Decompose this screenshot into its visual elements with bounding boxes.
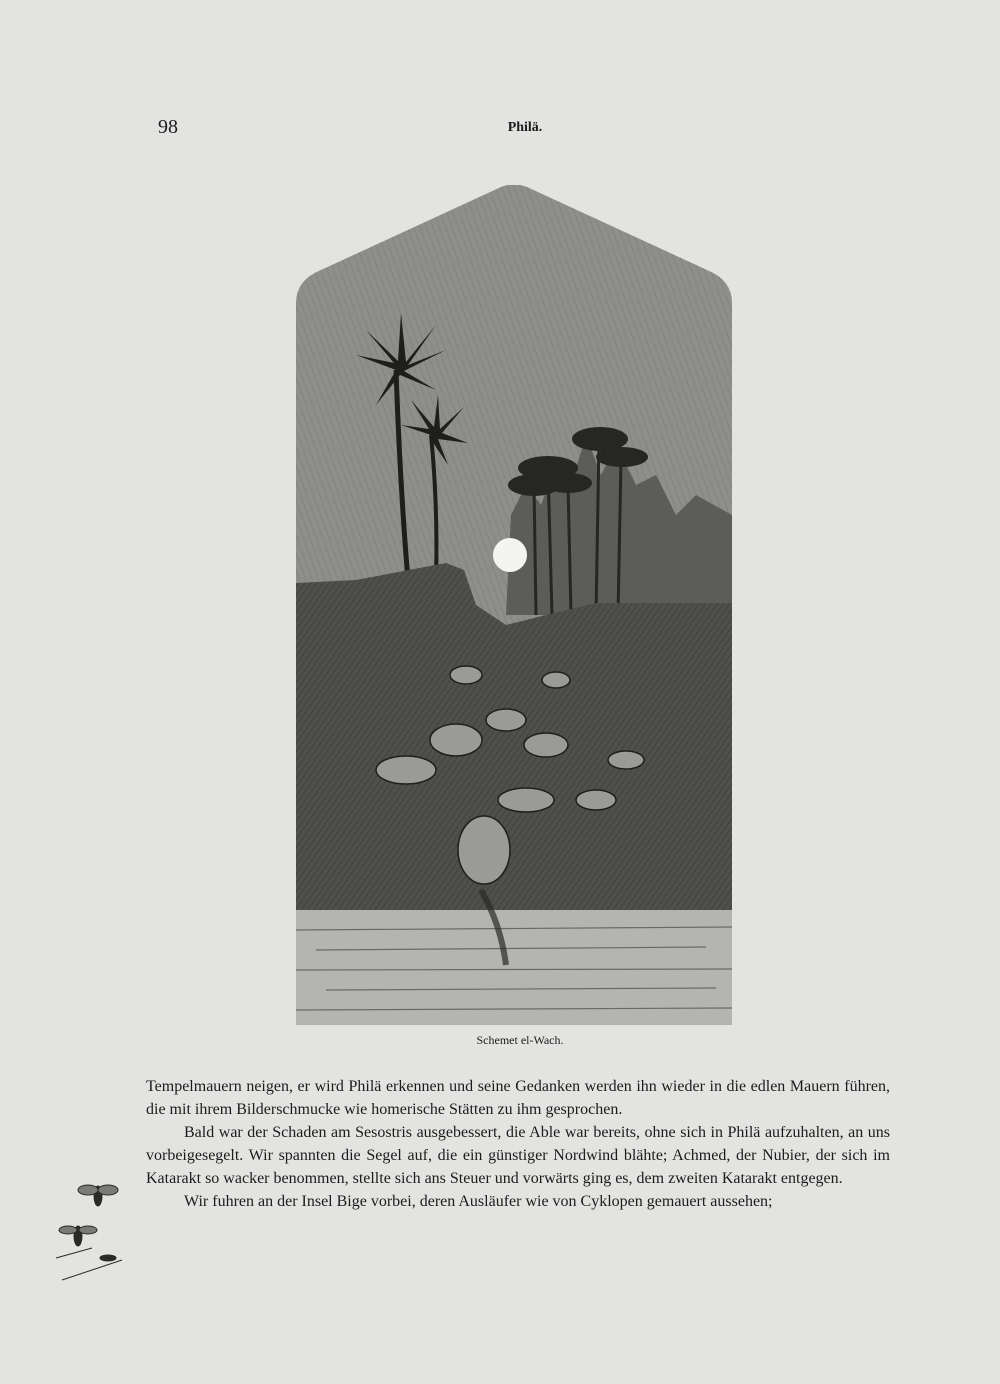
page-number: 98 [158,116,178,138]
illustration-caption: Schemet el-Wach. [476,1033,564,1047]
night-landscape-engraving [296,185,732,1025]
paragraph: Tempelmauern neigen, er wird Philä erkennen und seine Gedanken werden ihn wieder in die edlen Mauern führen, die mit ihrem Bilderschmucke wie homerische Stätten zu ihm gesprochen. [146,1078,890,1118]
moon [493,538,527,572]
running-title: Philä. [507,120,543,135]
insect-vignette [52,1170,132,1290]
paragraph: Bald war der Schaden am Sesostris ausgebessert, die Able war bereits, ohne sich in Philä aufzuhalten, an uns vorbeigesegelt. Wir spannten die Segel auf, die ein günstiger Nordwind blähte; Achmed, der Nubier, der sich im Katarakt so wacker benommen, stellte sich ans Steuer und vorwärts ging es, dem zweiten Katarakt entgegen. [146,1124,890,1187]
engraving-illustration [296,185,732,1025]
paragraph: Wir fuhren an der Insel Bige vorbei, deren Ausläufer wie von Cyklopen gemauert aussehen; [184,1193,773,1210]
body-text [146,1075,890,1213]
